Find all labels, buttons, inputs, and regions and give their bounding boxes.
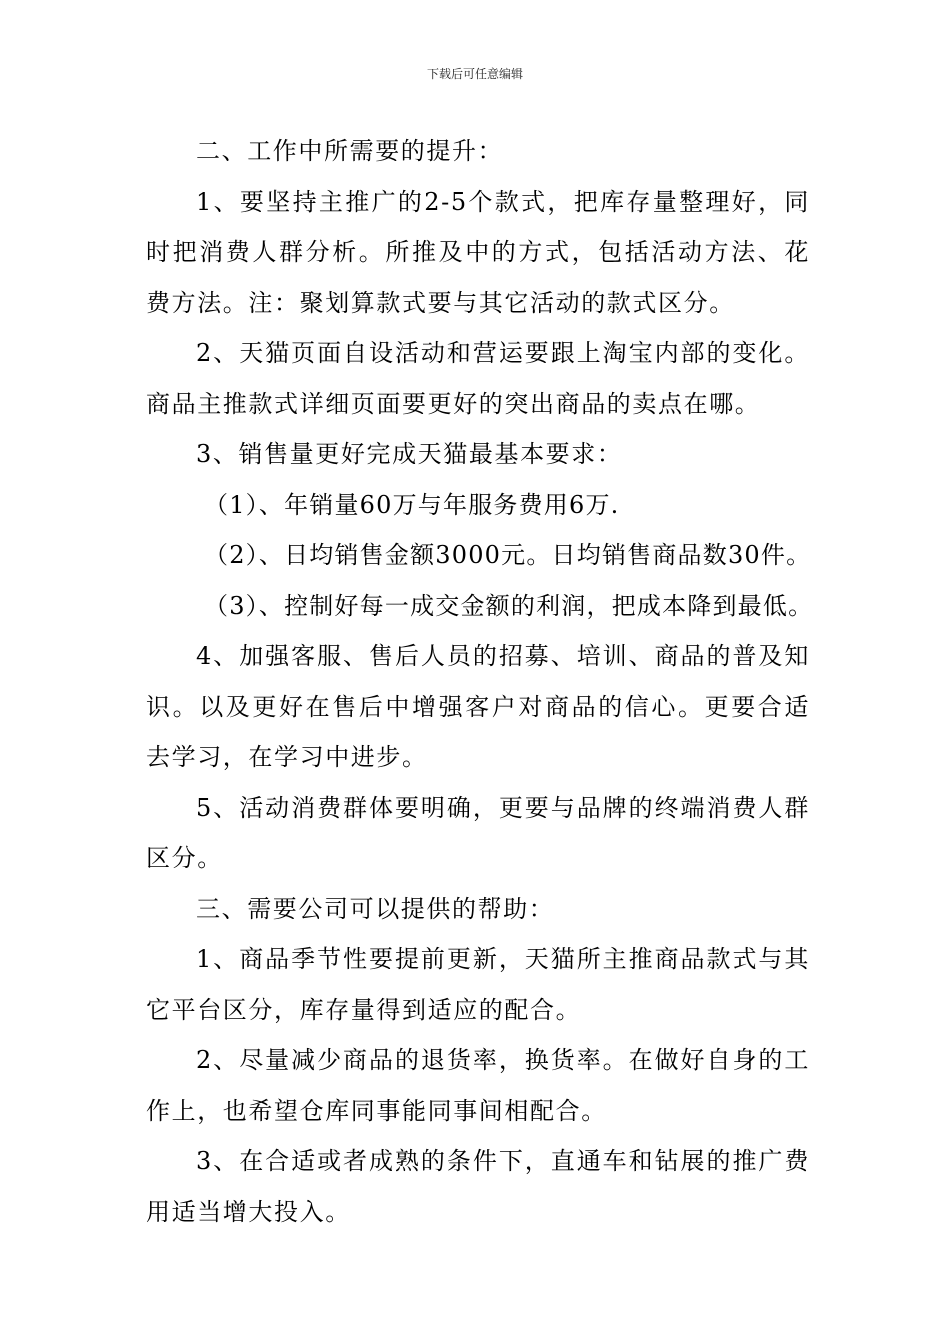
section-heading-improvements: 二、工作中所需要的提升： — [196, 137, 504, 165]
paragraph-item-1: 1、要坚持主推广的2-5个款式，把库存量整理好，同时把消费人群分析。所推及中的方式，包括活动方法、花费方法。注：聚划算款式要与其它活动的款式区分。 — [146, 187, 810, 317]
paragraph-item-5: 5、活动消费群体要明确，更要与品牌的终端消费人群区分。 — [146, 793, 810, 872]
help-item-3: 3、在合适或者成熟的条件下，直通车和钻展的推广费用适当增大投入。 — [146, 1147, 810, 1226]
paragraph-item-3: 3、销售量更好完成天猫最基本要求： — [196, 440, 623, 468]
help-item-2: 2、尽量减少商品的退货率，换货率。在做好自身的工作上，也希望仓库同事能同事间相配合。 — [146, 1046, 810, 1125]
help-item-1: 1、商品季节性要提前更新，天猫所主推商品款式与其它平台区分，库存量得到适应的配合。 — [146, 945, 810, 1024]
document-body — [146, 126, 814, 1237]
paragraph-item-4: 4、加强客服、售后人员的招募、培训、商品的普及知识。以及更好在售后中增强客户对商品的信心。更要合适去学习，在学习中进步。 — [146, 642, 810, 771]
header-note: 下载后可任意编辑 — [426, 67, 523, 81]
sub-item-3: （3）、控制好每一成交金额的利润，把成本降到最低。 — [204, 591, 814, 620]
section-heading-company-help: 三、需要公司可以提供的帮助： — [196, 894, 555, 923]
paragraph-item-2: 2、天猫页面自设活动和营运要跟上淘宝内部的变化。商品主推款式详细页面要更好的突出商品的卖点在哪。 — [146, 339, 810, 418]
sub-item-1: （1）、年销量60万与年服务费用6万. — [204, 490, 620, 519]
sub-item-2: （2）、日均销售金额3000元。日均销售商品数30件。 — [204, 541, 812, 569]
